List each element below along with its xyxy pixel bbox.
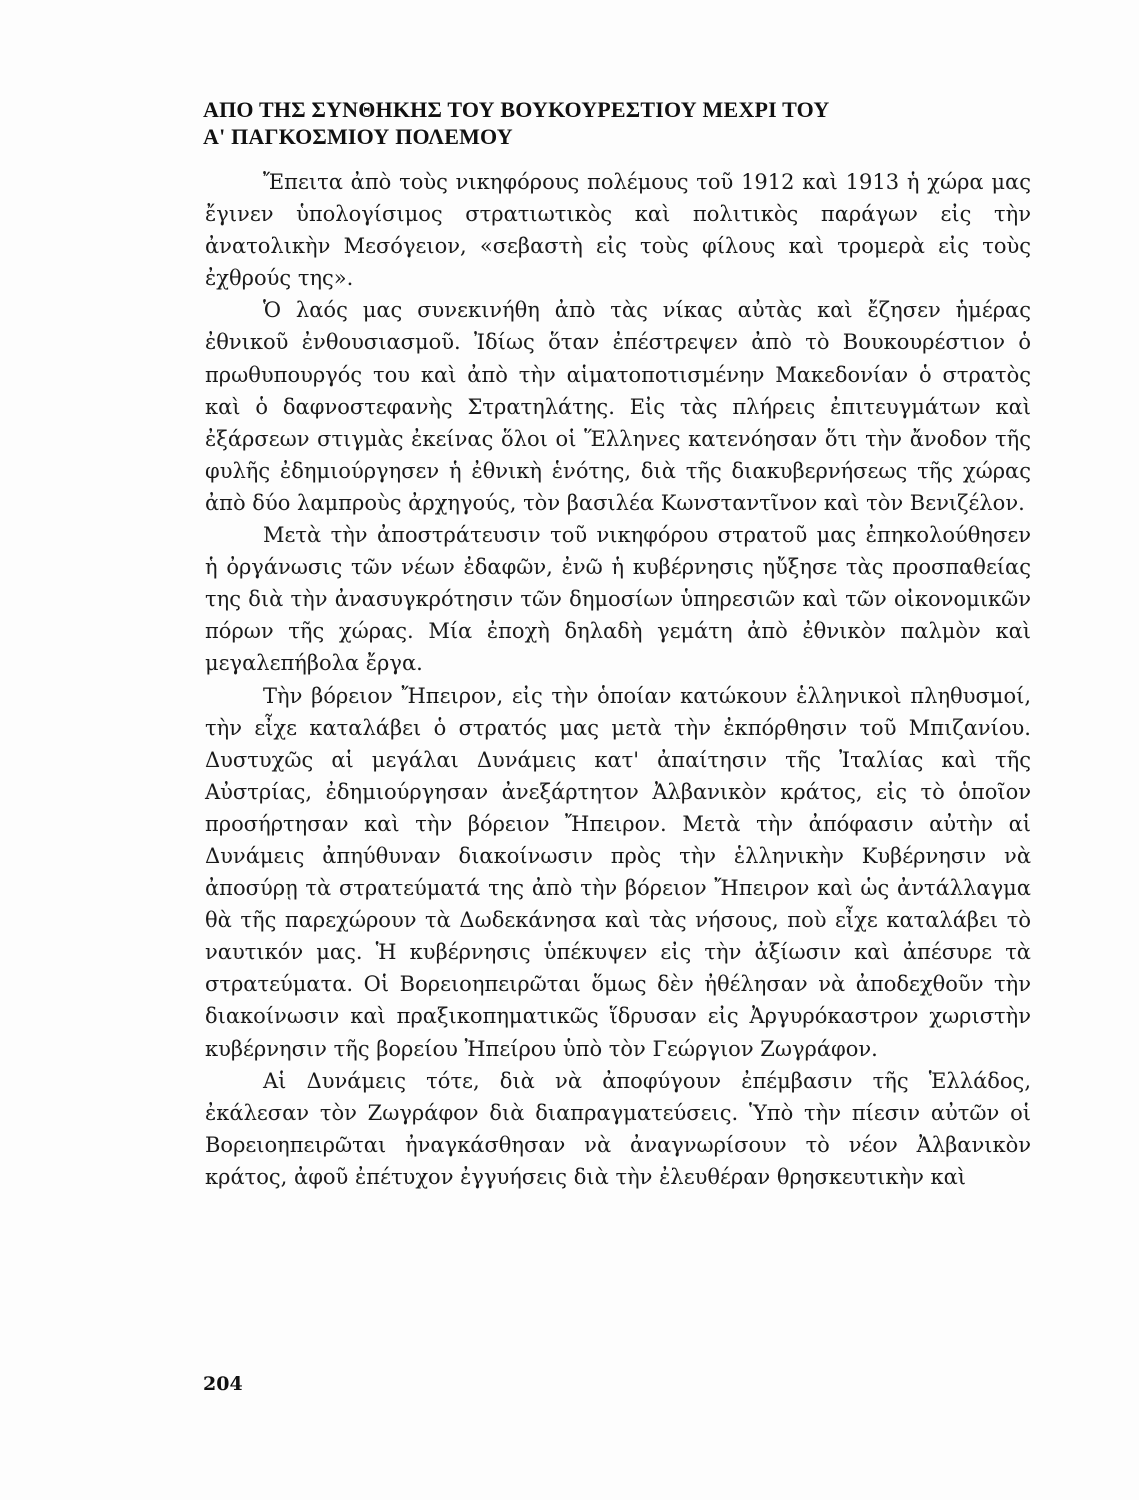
paragraph-4: Τὴν βόρειον Ἤπειρον, εἰς τὴν ὁποίαν κατώκουν ἑλληνικοὶ πληθυσμοί, τὴν εἶχε καταλάβει ὁ στρατός μας μετὰ τὴν ἐκπόρθησιν τοῦ Μπιζανίου. Δυστυχῶς αἱ μεγάλαι Δυνάμεις κατ' ἀπαίτησιν τῆς Ἰταλίας καὶ τῆς Αὐστρίας, ἐδημιούργησαν ἀνεξάρτητον Ἀλβανικὸν κράτος, εἰς τὸ ὁποῖον προσήρτησαν καὶ τὴν βόρειον Ἤπειρον. Μετὰ τὴν ἀπόφασιν αὐτὴν αἱ Δυνάμεις ἀπηύθυναν διακοίνωσιν πρὸς τὴν ἑλληνικὴν Κυβέρνησιν νὰ ἀποσύρῃ τὰ στρατεύματά της ἀπὸ τὴν βόρειον Ἤπειρον καὶ ὡς ἀντάλλαγμα θὰ τῆς παρεχώρουν τὰ Δωδεκάνησα καὶ τὰς νήσους, ποὺ εἶχε καταλάβει τὸ ναυτικόν μας. Ἡ κυβέρνησις ὑπέκυψεν εἰς τὴν ἀξίωσιν καὶ ἀπέσυρε τὰ στρατεύματα. Οἱ Βορειοηπειρῶται ὅμως δὲν ἠθέλησαν νὰ ἀποδεχθοῦν τὴν διακοίνωσιν καὶ πραξικοπηματικῶς ἵδρυσαν εἰς Ἀργυρόκαστρον χωριστὴν κυβέρνησιν τῆς βορείου Ἠπείρου ὑπὸ τὸν Γεώργιον Ζωγράφον. [205, 683, 1031, 1061]
heading-line-1: ΑΠΟ ΤΗΣ ΣΥΝΘΗΚΗΣ ΤΟΥ ΒΟΥΚΟΥΡΕΣΤΙΟΥ ΜΕΧΡΙ ΤΟΥ [203, 97, 830, 122]
paragraph-1: Ἔπειτα ἀπὸ τοὺς νικηφόρους πολέμους τοῦ 1912 καὶ 1913 ἡ χώρα μας ἔγινεν ὑπολογίσιμος στρατιωτικὸς καὶ πολιτικὸς παράγων εἰς τὴν ἀνατολικὴν Μεσόγειον, «σεβαστὴ εἰς τοὺς φίλους καὶ τρομερὰ εἰς τοὺς ἐχθρούς της». [205, 170, 1031, 291]
paragraph-3: Μετὰ τὴν ἀποστράτευσιν τοῦ νικηφόρου στρατοῦ μας ἐπηκολούθησεν ἡ ὀργάνωσις τῶν νέων ἐδαφῶν, ἐνῶ ἡ κυβέρνησις ηὔξησε τὰς προσπαθείας της διὰ τὴν ἀνασυγκρότησιν τῶν δημοσίων ὑπηρεσιῶν καὶ τῶν οἰκονομικῶν πόρων τῆς χώρας. Μία ἐποχὴ δηλαδὴ γεμάτη ἀπὸ ἐθνικὸν παλμὸν καὶ μεγαλεπήβολα ἔργα. [205, 523, 1031, 676]
paragraph-2: Ὁ λαός μας συνεκινήθη ἀπὸ τὰς νίκας αὐτὰς καὶ ἔζησεν ἡμέρας ἐθνικοῦ ἐνθουσιασμοῦ. Ἰδίως ὅταν ἐπέστρεψεν ἀπὸ τὸ Βουκουρέστιον ὁ πρωθυπουργός του καὶ ἀπὸ τὴν αἱματοποτισμένην Μακεδονίαν ὁ στρατὸς καὶ ὁ δαφνοστεφανὴς Στρατηλάτης. Εἰς τὰς πλήρεις ἐπιτευγμάτων καὶ ἐξάρσεων στιγμὰς ἐκείνας ὅλοι οἱ Ἕλληνες κατενόησαν ὅτι τὴν ἄνοδον τῆς φυλῆς ἐδημιούργησεν ἡ ἐθνικὴ ἑνότης, διὰ τῆς διακυβερνήσεως τῆς χώρας ἀπὸ δύο λαμπροὺς ἀρχηγούς, τὸν βασιλέα Κωνσταντῖνον καὶ τὸν Βενιζέλον. [205, 298, 1031, 515]
page-number: 204 [203, 1373, 243, 1395]
chapter-heading [203, 96, 933, 150]
paragraph-5: Αἱ Δυνάμεις τότε, διὰ νὰ ἀποφύγουν ἐπέμβασιν τῆς Ἑλλάδος, ἐκάλεσαν τὸν Ζωγράφον διὰ διαπραγματεύσεις. Ὑπὸ τὴν πίεσιν αὐτῶν οἱ Βορειοηπειρῶται ἠναγκάσθησαν νὰ ἀναγνωρίσουν τὸ νέον Ἀλβανικὸν κράτος, ἀφοῦ ἐπέτυχον ἐγγυήσεις διὰ τὴν ἐλευθέραν θρησκευτικὴν καὶ [205, 1068, 1031, 1189]
body-text [205, 166, 1031, 1193]
heading-line-2: Α' ΠΑΓΚΟΣΜΙΟΥ ΠΟΛΕΜΟΥ [203, 124, 513, 149]
